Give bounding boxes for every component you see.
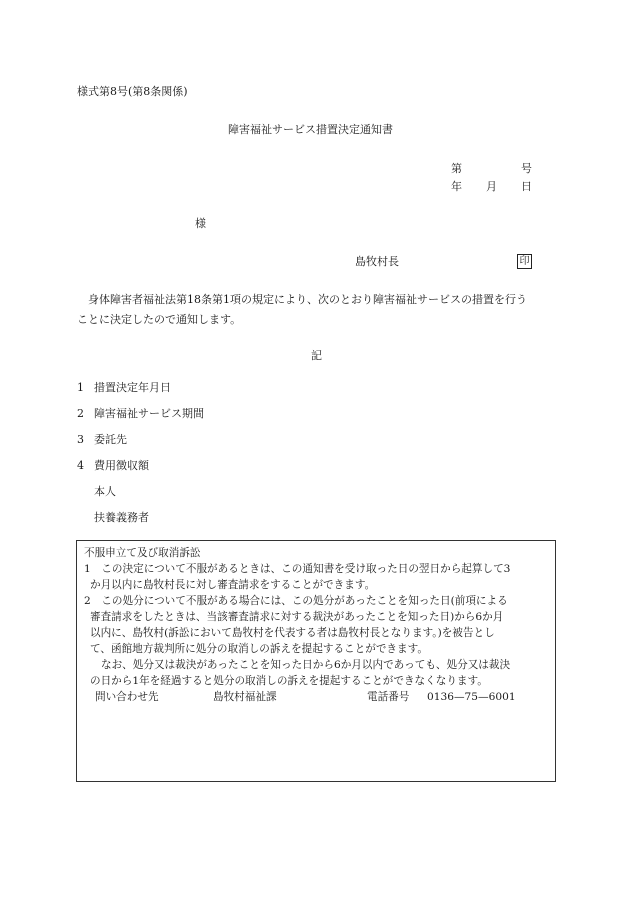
item-number: 2: [77, 407, 84, 420]
issuer: 島牧村長: [355, 255, 399, 268]
notice-line: なお、処分又は裁決があったことを知った日から6か月以内であっても、処分又は裁決: [101, 659, 511, 671]
ki-marker: 記: [311, 349, 322, 362]
document-title: 障害福祉サービス措置決定通知書: [228, 123, 393, 136]
item-label: 費用徴収額: [94, 459, 149, 472]
form-number: 様式第8号(第8条関係): [77, 85, 188, 98]
body-text-line-1: 身体障害者福祉法第18条第1項の規定により、次のとおり障害福祉サービスの措置を行う: [88, 293, 527, 306]
notice-line: て、函館地方裁判所に処分の取消しの訴えを提起することができます。: [90, 643, 428, 655]
addressee-suffix: 様: [195, 217, 206, 230]
date-day: 日: [521, 180, 532, 193]
date-year: 年: [451, 180, 462, 193]
contact-department: 島牧村福祉課: [213, 691, 277, 703]
item-label: 障害福祉サービス期間: [94, 407, 204, 420]
notice-line: 2 この処分について不服がある場合には、この処分があったことを知った日(前項による: [84, 595, 508, 607]
appeal-notice-box: [76, 540, 556, 782]
item-number: 4: [77, 459, 84, 472]
seal-stamp: 印: [517, 254, 532, 269]
item-label: 措置決定年月日: [94, 381, 171, 394]
notice-line: 以内に、島牧村(訴訟において島牧村を代表する者は島牧村長となります。)を被告とし: [90, 627, 495, 639]
sub-item-label: 扶養義務者: [94, 511, 149, 524]
notice-line: か月以内に島牧村長に対し審査請求をすることができます。: [90, 579, 376, 591]
item-label: 委託先: [94, 433, 127, 446]
ref-number-prefix: 第: [451, 162, 462, 175]
notice-heading: 不服申立て及び取消訴訟: [84, 547, 201, 559]
date-month: 月: [486, 180, 497, 193]
item-number: 3: [77, 433, 84, 446]
body-text-line-2: ことに決定したので通知します。: [77, 313, 242, 326]
sub-item-label: 本人: [94, 485, 116, 498]
notice-line: 1 この決定について不服があるときは、この通知書を受け取った日の翌日から起算して3: [84, 563, 511, 575]
item-number: 1: [77, 381, 84, 394]
notice-line: の日から1年を経過すると処分の取消しの訴えを提起することができなくなります。: [90, 675, 488, 687]
notice-line: 審査請求をしたときは、当該審査請求に対する裁決があったことを知った日)から6か月: [90, 611, 504, 623]
ref-number-suffix: 号: [521, 162, 532, 175]
phone-number: 0136—75—6001: [427, 691, 516, 703]
phone-label: 電話番号: [367, 691, 410, 703]
contact-label: 問い合わせ先: [95, 691, 159, 703]
